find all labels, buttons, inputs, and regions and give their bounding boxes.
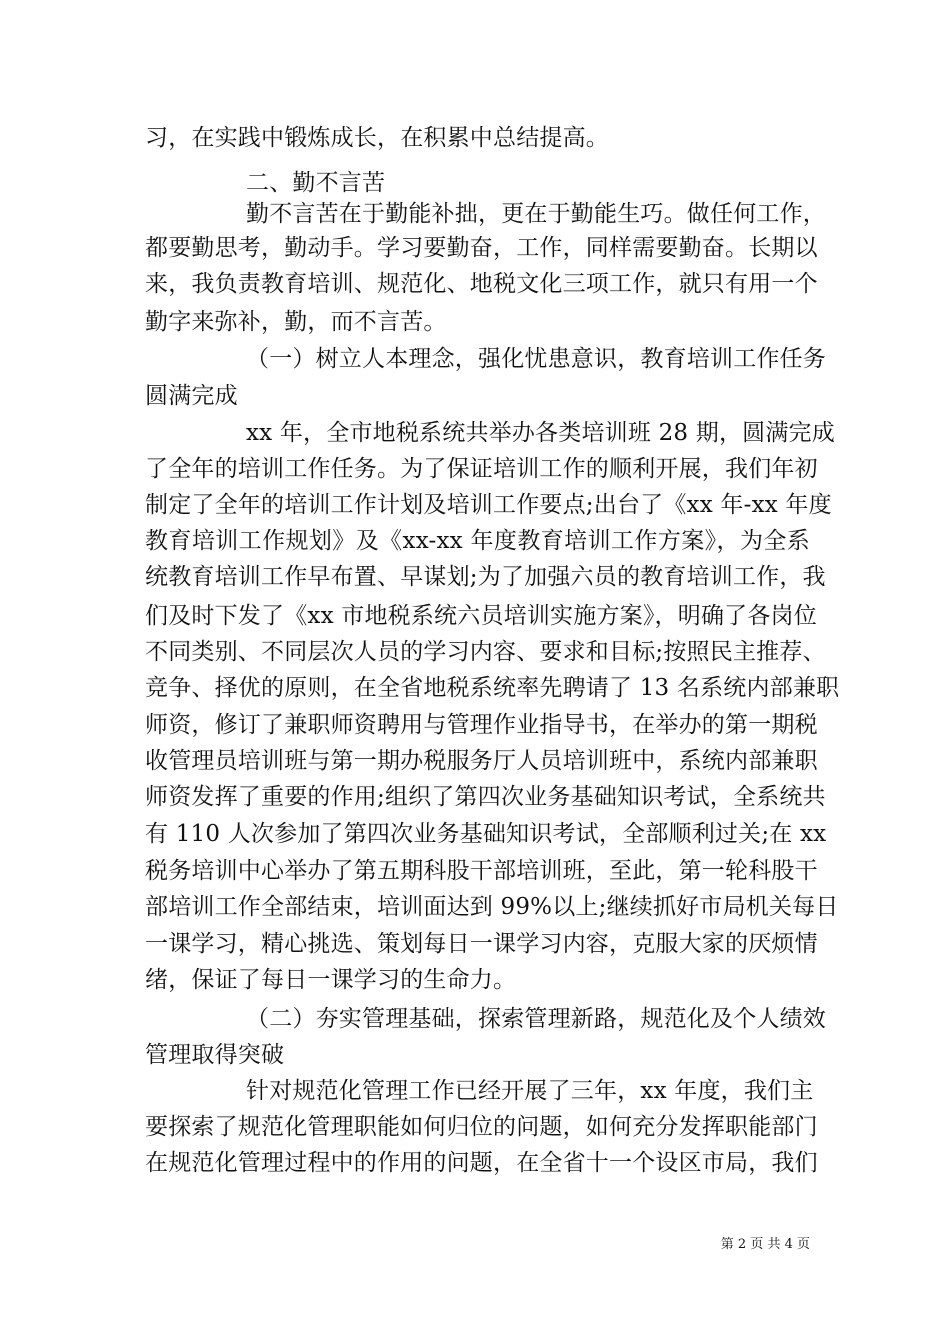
body-text-line: 绪，保证了每日一课学习的生命力。 <box>145 967 517 993</box>
body-text-line: 师资，修订了兼职师资聘用与管理作业指导书，在举办的第一期税 <box>145 712 818 738</box>
subsection-heading-continuation: 圆满完成 <box>145 383 238 409</box>
body-text-line: 师资发挥了重要的作用;组织了第四次业务基础知识考试，全系统共 <box>145 784 826 810</box>
paragraph-first-line: xx 年，全市地税系统共举办各类培训班 28 期，圆满完成 <box>246 420 835 446</box>
subsection-heading: （一）树立人本理念，强化忧患意识，教育培训工作任务 <box>246 346 826 372</box>
body-text-line: 了全年的培训工作任务。为了保证培训工作的顺利开展，我们年初 <box>145 456 818 482</box>
body-text-line: 收管理员培训班与第一期办税服务厅人员培训班中，系统内部兼职 <box>145 748 818 774</box>
body-text-line: 部培训工作全部结束，培训面达到 99%以上;继续抓好市局机关每日 <box>145 894 839 920</box>
body-text-line: 都要勤思考，勤动手。学习要勤奋，工作，同样需要勤奋。长期以 <box>145 235 818 261</box>
body-text-line: 教育培训工作规划》及《xx-xx 年度教育培训工作方案》，为全系 <box>145 528 810 554</box>
body-text-line: 习，在实践中锻炼成长，在积累中总结提高。 <box>145 125 609 151</box>
body-text-line: 不同类别、不同层次人员的学习内容、要求和目标;按照民主推荐、 <box>145 639 826 665</box>
body-text-line: 统教育培训工作早布置、早谋划;为了加强六员的教育培训工作，我 <box>145 564 826 590</box>
section-heading: 二、勤不言苦 <box>246 170 386 196</box>
body-text-line: 税务培训中心举办了第五期科股干部培训班，至此，第一轮科股干 <box>145 858 818 884</box>
body-text-line: 有 110 人次参加了第四次业务基础知识考试，全部顺利过关;在 xx <box>145 821 827 847</box>
body-text-line: 一课学习，精心挑选、策划每日一课学习内容，克服大家的厌烦情 <box>145 931 818 957</box>
body-text-line: 要探索了规范化管理职能如何归位的问题，如何充分发挥职能部门 <box>145 1114 818 1140</box>
body-text-line: 们及时下发了《xx 市地税系统六员培训实施方案》，明确了各岗位 <box>145 603 817 629</box>
paragraph-first-line: 勤不言苦在于勤能补拙，更在于勤能生巧。做任何工作， <box>246 201 826 227</box>
body-text-line: 在规范化管理过程中的作用的问题，在全省十一个设区市局，我们 <box>145 1150 818 1176</box>
body-text-line: 制定了全年的培训工作计划及培训工作要点;出台了《xx 年-xx 年度 <box>145 492 832 518</box>
page-number-footer: 第 2 页 共 4 页 <box>720 1237 810 1252</box>
body-text-line: 来，我负责教育培训、规范化、地税文化三项工作，就只有用一个 <box>145 271 818 297</box>
paragraph-first-line: 针对规范化管理工作已经开展了三年，xx 年度，我们主 <box>246 1078 814 1104</box>
subsection-heading: （二）夯实管理基础，探索管理新路，规范化及个人绩效 <box>246 1006 826 1032</box>
subsection-heading-continuation: 管理取得突破 <box>145 1042 285 1068</box>
body-text-line: 勤字来弥补，勤，而不言苦。 <box>145 309 447 335</box>
body-text-line: 竞争、择优的原则，在全省地税系统率先聘请了 13 名系统内部兼职 <box>145 675 840 701</box>
